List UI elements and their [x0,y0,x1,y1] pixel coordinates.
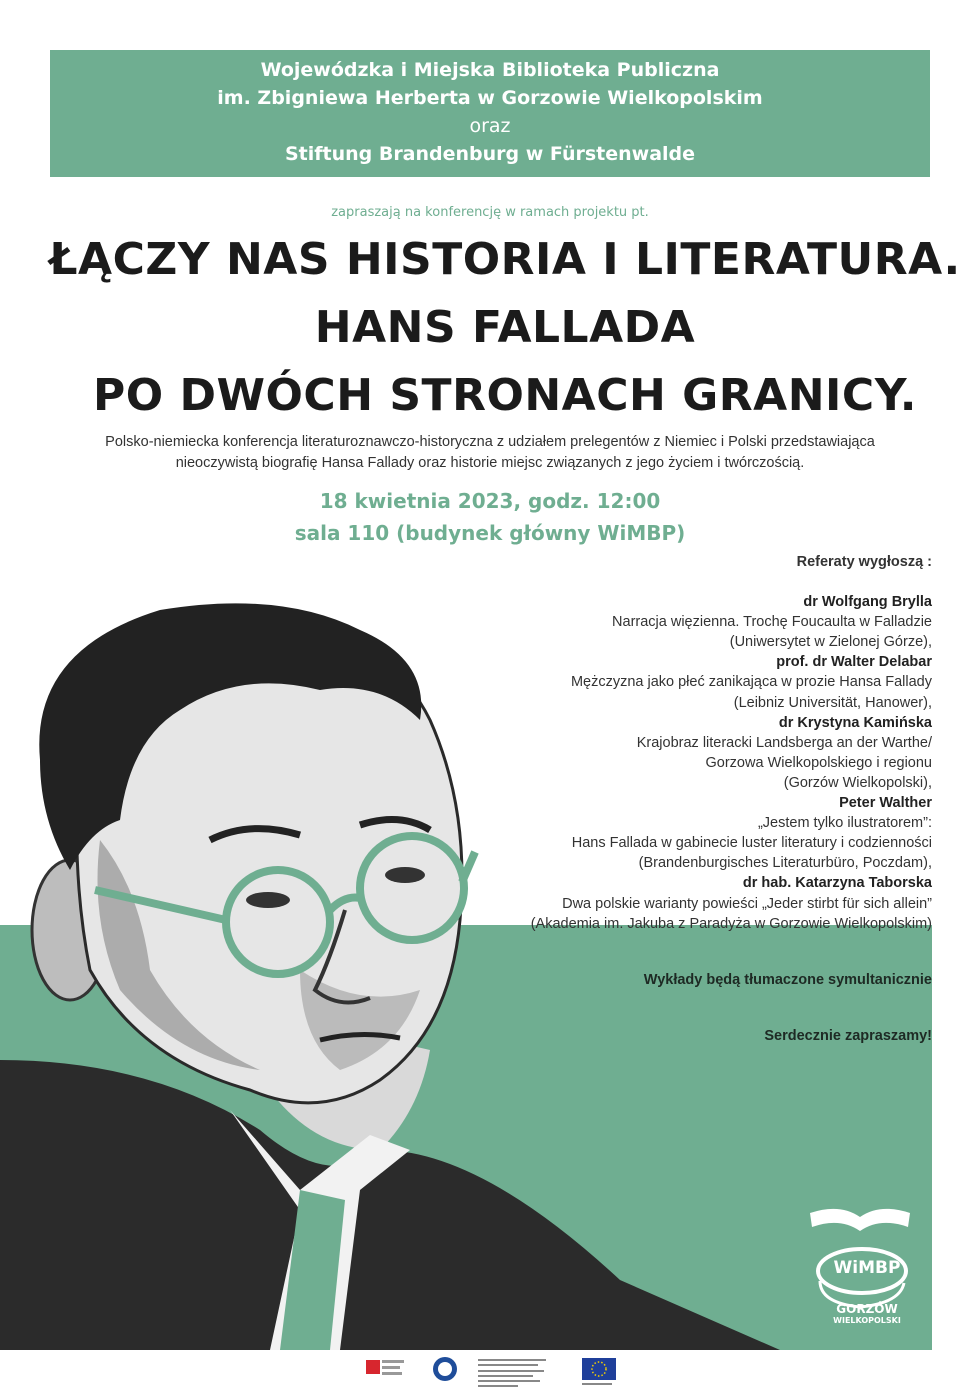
title-line-3: PO DWÓCH STRONACH GRANICY. [93,370,917,421]
portrait-eye-left [246,892,290,908]
speaker-affiliation: (Leibniz Universität, Hanower), [733,694,932,711]
speaker-entry [412,793,932,873]
speaker-topic: Hans Fallada w gabinecie luster literatury i codzienności [571,835,932,852]
speaker-topic: Mężczyzna jako płeć zanikająca w prozie Hansa Fallady [570,674,932,691]
partner-name: Stiftung Brandenburg w Fürstenwalde [284,143,696,165]
interreg-logo-icon [366,1356,406,1386]
event-place: sala 110 (budynek główny WiMBP) [294,521,686,545]
speaker-affiliation: (Uniwersytet w Zielonej Górze), [729,634,932,651]
project-text-icon [478,1356,548,1390]
speaker-name: dr hab. Katarzyna Taborska [742,875,932,892]
logo-city: GORZÓW [836,1302,898,1316]
speaker-name: Peter Walther [839,795,932,812]
speakers-list [412,552,932,934]
translation-note: Wykłady będą tłumaczone symultanicznie [643,972,932,988]
eu-flag-icon [582,1356,616,1390]
library-name: Wojewódzka i Miejska Biblioteka Publiczna [260,59,720,81]
conference-title [0,226,980,430]
description-line-1: Polsko-niemiecka konferencja literaturoznawczo-historyczna z udziałem prelegentów z Niemiec i Polski przedstawiająca [105,434,875,450]
speaker-name: dr Wolfgang Brylla [803,594,932,611]
speaker-name: prof. dr Walter Delabar [776,654,932,671]
event-date: 18 kwietnia 2023, godz. 12:00 [319,489,661,513]
title-line-2: HANS FALLADA [314,302,696,353]
speaker-topic: Krajobraz literacki Landsberga an der Warthe/ [636,734,932,751]
speaker-topic: Narracja więzienna. Trochę Foucaulta w Falladzie [612,614,932,631]
speaker-entry [412,592,932,652]
conference-description [40,432,940,474]
conjunction: oraz [469,115,511,137]
speaker-topic: Gorzowa Wielkopolskiego i regionu [705,754,932,771]
logo-region: WIELKOPOLSKI [833,1316,901,1325]
invitation-text: zapraszają na konferencję w ramach projektu pt. [331,205,649,220]
speaker-entry [412,713,932,793]
speaker-affiliation: (Brandenburgisches Literaturbüro, Poczdam), [638,855,932,872]
speaker-topic: „Jestem tylko ilustratorem”: [757,815,932,832]
speaker-affiliation: (Gorzów Wielkopolski), [783,774,932,791]
title-line-1: ŁĄCZY NAS HISTORIA I LITERATURA. [49,234,961,285]
speakers-heading: Referaty wygłoszą : [796,554,932,570]
logo-name: WiMBP [833,1258,901,1278]
euroregion-logo-icon [430,1356,460,1386]
speaker-name: dr Krystyna Kamińska [778,714,932,731]
header-banner [50,50,930,177]
library-patron: im. Zbigniewa Herberta w Gorzowie Wielkopolskim [217,87,763,109]
speaker-entry [412,873,932,933]
speaker-topic: Dwa polskie warianty powieści „Jeder stirbt für sich allein” [562,895,932,912]
speaker-affiliation: (Akademia im. Jakuba z Paradyża w Gorzowie Wielkopolskim) [530,915,932,932]
description-line-2: nieoczywistą biografię Hansa Fallady oraz historie miejsc związanych z jego życiem i twórczością. [175,455,805,471]
welcome-note: Serdecznie zapraszamy! [764,1028,932,1044]
speaker-entry [412,652,932,712]
event-info [0,485,980,549]
